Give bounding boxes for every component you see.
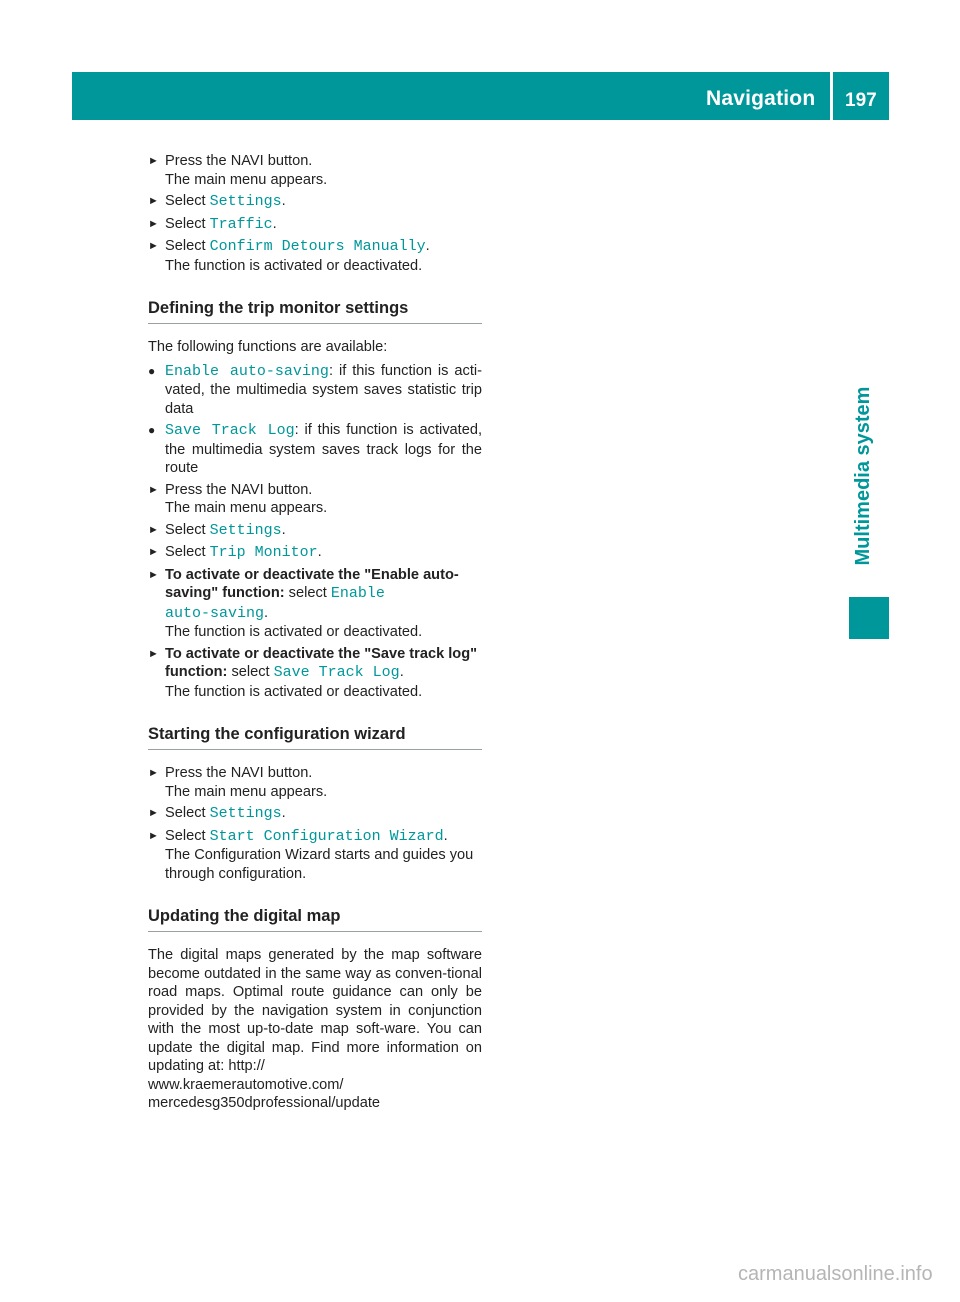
- step-text: Select: [165, 215, 210, 232]
- menu-item-code: Settings: [209, 521, 282, 539]
- step-item: [148, 566, 482, 642]
- menu-item-code: Settings: [209, 805, 282, 822]
- punctuation: .: [281, 193, 286, 209]
- menu-item-code: Settings: [209, 193, 282, 210]
- punctuation: .: [281, 805, 286, 821]
- punctuation: .: [425, 238, 430, 254]
- punctuation: .: [443, 827, 448, 844]
- step-item: [148, 481, 482, 518]
- bullet-text: : if this function is activated, the multimedia system saves track logs for the route: [165, 422, 483, 476]
- step-text: Select: [165, 193, 210, 209]
- arrow-icon: ►: [148, 523, 159, 536]
- arrow-icon: ►: [148, 155, 159, 167]
- intro-text: The following functions are available:: [148, 339, 388, 355]
- step-text: Select: [165, 805, 210, 821]
- step-result: The function is activated or deactivated.: [165, 624, 423, 640]
- step-result: The main menu appears.: [165, 171, 328, 188]
- step-result: The function is activated or deactivated.: [165, 257, 423, 274]
- arrow-icon: ►: [148, 546, 159, 558]
- arrow-icon: ►: [148, 240, 159, 252]
- step-result: The main menu appears.: [165, 783, 328, 800]
- menu-item-code: Start Configuration Wizard: [209, 827, 444, 845]
- url-line: mercedesg350dprofessional/update: [148, 1095, 381, 1111]
- menu-item-code: Confirm Detours Manually: [209, 238, 426, 255]
- step-item: [148, 521, 482, 541]
- body-paragraph: The digital maps generated by the map software become outdated in the same way as conven-tional road maps. Optimal route guidance can only be provided by the navigation system in conjunction with the most up-to-date map soft-ware. You can update the digital map. Find more information on updating at: http://: [148, 947, 482, 1074]
- arrow-icon: ►: [148, 217, 159, 230]
- header-divider: [830, 72, 833, 120]
- punctuation: .: [272, 215, 277, 232]
- menu-item-code: Save Track Log: [273, 664, 400, 681]
- menu-item-code: Trip Monitor: [209, 544, 318, 561]
- section-heading: Starting the configuration wizard: [148, 723, 482, 750]
- step-text: select: [284, 585, 331, 601]
- page-content: [148, 152, 482, 1118]
- url-line: www.kraemerautomotive.com/: [148, 1076, 344, 1093]
- section-heading: Updating the digital map: [148, 905, 482, 932]
- step-result: The main menu appears.: [165, 500, 328, 516]
- watermark: carmanualsonline.info: [738, 1263, 933, 1285]
- bullet-icon: ●: [148, 363, 156, 378]
- menu-item-code: Enable auto-saving: [165, 362, 329, 380]
- bullet-item: [148, 421, 482, 478]
- chapter-title: Navigation: [706, 87, 816, 110]
- bullet-icon: ●: [148, 423, 156, 437]
- step-text: Press the NAVI button.: [165, 153, 313, 169]
- step-item: [148, 827, 482, 884]
- arrow-icon: ►: [148, 195, 159, 207]
- arrow-icon: ►: [148, 483, 159, 496]
- step-text: Select: [165, 827, 210, 844]
- page-number: 197: [845, 90, 877, 111]
- step-item: [148, 152, 482, 189]
- step-result: The Configuration Wizard starts and guides you through configuration.: [165, 847, 474, 882]
- menu-item-code: Save Track Log: [165, 422, 295, 439]
- step-instruction: To activate or deactivate the "Save track log" function:: [165, 645, 478, 680]
- punctuation: .: [281, 521, 286, 538]
- arrow-icon: ►: [148, 829, 159, 842]
- step-text: Press the NAVI button.: [165, 765, 313, 781]
- arrow-icon: ►: [148, 807, 159, 819]
- step-text: select: [227, 664, 274, 680]
- step-text: Select: [165, 238, 210, 254]
- side-tab-marker: [849, 597, 889, 639]
- step-item: [148, 237, 482, 275]
- section-heading: Defining the trip monitor settings: [148, 297, 482, 324]
- body-text: [148, 946, 482, 1113]
- step-item: [148, 645, 482, 702]
- punctuation: .: [399, 664, 404, 680]
- bullet-text: : if this function is acti-vated, the multimedia system saves statistic trip data: [165, 362, 483, 417]
- side-tab-label: Multimedia system: [852, 386, 874, 566]
- step-item: [148, 764, 482, 801]
- bullet-item: [148, 362, 482, 419]
- step-item: [148, 804, 482, 824]
- step-text: Press the NAVI button.: [165, 481, 313, 498]
- step-item: [148, 543, 482, 563]
- step-text: Select: [165, 521, 210, 538]
- step-text: Select: [165, 544, 210, 560]
- step-instruction: To activate or deactivate the "Enable auto-saving" function:: [165, 566, 459, 601]
- step-result: The function is activated or deactivated.: [165, 683, 423, 700]
- step-item: [148, 192, 482, 212]
- punctuation: .: [264, 604, 269, 621]
- arrow-icon: ►: [148, 767, 159, 779]
- menu-item-code: auto-saving: [165, 604, 265, 622]
- arrow-icon: ►: [148, 568, 159, 581]
- step-item: [148, 215, 482, 235]
- punctuation: .: [317, 544, 322, 560]
- arrow-icon: ►: [148, 647, 159, 660]
- menu-item-code: Traffic: [209, 215, 273, 233]
- menu-item-code: Enable: [330, 585, 385, 602]
